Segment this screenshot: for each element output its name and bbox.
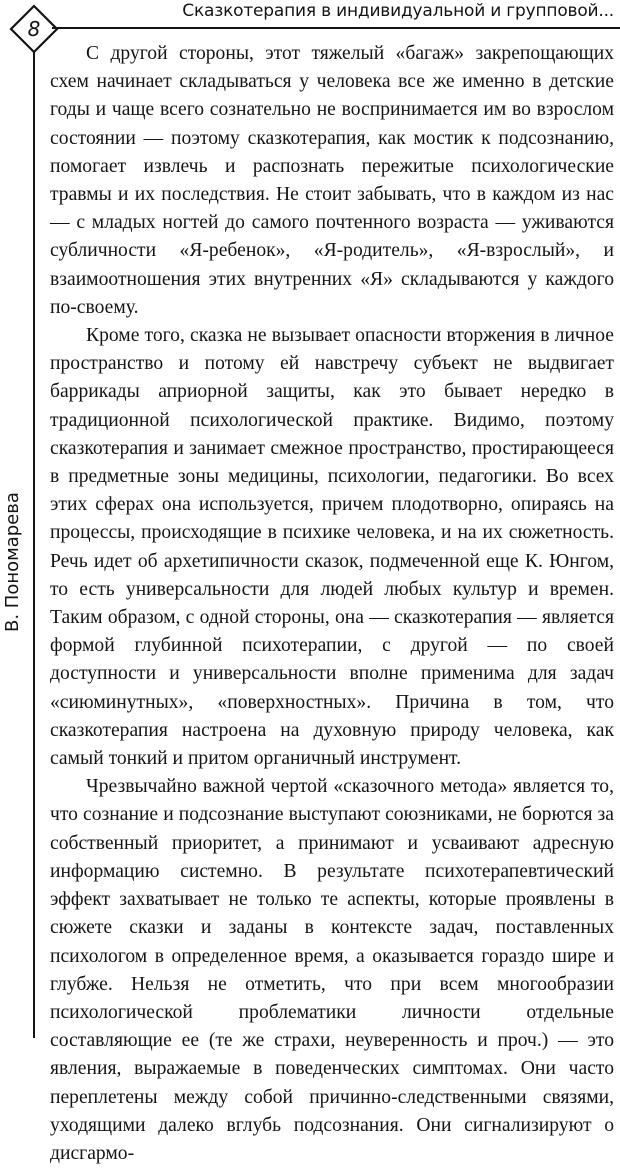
- margin-rule: [33, 52, 35, 1038]
- running-title: Сказкотерапия в индивидуальной и групповой...: [182, 1, 614, 21]
- header-rule: [52, 27, 620, 29]
- paragraph-2: Кроме того, сказка не вызывает опасности вторжения в личное пространство и потому ей навстречу субъект не выдвигает баррикады априорной защиты, как это бывает нередко в традиционной психологической практике. Видимо, поэтому сказкотерапия и занимает смежное пространство, простирающееся в предметные зоны медицины, психологии, педагогики. Во всех этих сферах она используется, причем плодотворно, опираясь на процессы, происходящие в психике человека, и на их сюжетность. Речь идет об архетипичности сказок, подмеченной еще К. Юнгом, то есть универсальности для людей любых культур и времен. Таким образом, с одной стороны, она — сказкотерапия — является формой глубинной психотерапии, с другой — по своей доступности и универсальности вполне применима для задач «сиюминутных», «поверхностных». Причина в том, что сказкотерапия настроена на духовную природу человека, как самый тонкий и притом органичный инструмент.: [50, 325, 614, 770]
- page-number: 8: [27, 17, 41, 41]
- body-text: [50, 40, 614, 1168]
- paragraph-3: Чрезвычайно важной чертой «сказочного метода» является то, что сознание и подсознание выступают союзниками, не борются за собственный приоритет, а принимают и усваивают адресную информацию системно. В результате психотерапевтический эффект захватывает не только те аспекты, которые проявлены в сюжете сказки и заданы в контексте задач, поставленных психологом в определенное время, а оказывается гораздо шире и глубже. Нельзя не отметить, что при всем многообразии психологической проблематики личности отдельные составляющие ее (те же страхи, неуверенность и проч.) — это явления, выражаемые в поведенческих симптомах. Они часто переплетены между собой причинно-следственными связями, уходящими далеко вглубь подсознания. Они сигнализируют о дисгармо-: [50, 776, 614, 1164]
- paragraph-1: С другой стороны, этот тяжелый «багаж» закрепощающих схем начинает складываться у человека все же именно в детские годы и чаще всего сознательно не воспринимается им во взрослом состоянии — поэтому сказкотерапия, как мостик к подсознанию, помогает извлечь и распознать пережитые психологические травмы и их последствия. Не стоит забывать, что в каждом из нас — с младых ногтей до самого почтенного возраста — уживаются субличности «Я-ребенок», «Я-родитель», «Я-взрослый», и взаимоотношения этих внутренних «Я» складываются у каждого по-своему.: [50, 43, 614, 318]
- author-name: В. Пономарева: [2, 492, 23, 632]
